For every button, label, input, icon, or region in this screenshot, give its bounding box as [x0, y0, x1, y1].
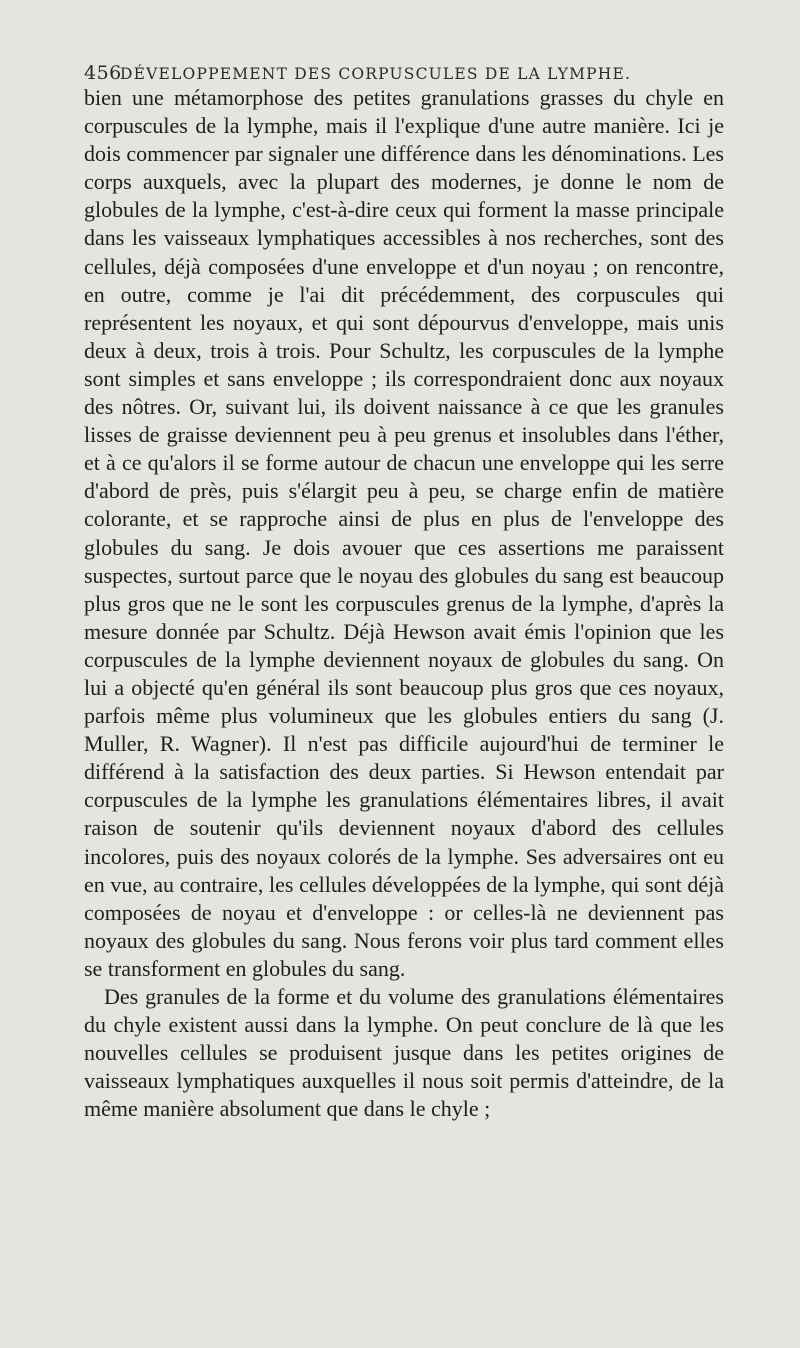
page-number: 456 [84, 62, 122, 84]
running-title: DÉVELOPPEMENT DES CORPUSCULES DE LA LYMPHE. [120, 65, 632, 83]
paragraph: Des granules de la forme et du volume des granulations élémentaires du chyle existent aussi dans la lymphe. On peut conclure de là que les nouvelles cellules se produisent jusque dans les petites origines de vaisseaux lymphatiques auxquelles il nous soit permis d'atteindre, de la même manière absolument que dans le chyle ; [84, 984, 724, 1122]
paragraph: bien une métamorphose des petites granulations grasses du chyle en corpuscules de la lymphe, mais il l'explique d'une autre manière. Ici je dois commencer par signaler une différence dans les dénominations. Les corps auxquels, avec la plupart des modernes, je donne le nom de globules de la lymphe, c'est-à-dire ceux qui forment la masse principale dans les vaisseaux lymphatiques accessibles à nos recherches, sont des cellules, déjà composées d'une enveloppe et d'un noyau ; on rencontre, en outre, comme je l'ai dit précédemment, des corpuscules qui représentent les noyaux, et qui sont dépourvus d'enveloppe, mais unis deux à deux, trois à trois. Pour Schultz, les corpuscules de la lymphe sont simples et sans enveloppe ; ils correspondraient donc aux noyaux des nôtres. Or, suivant lui, ils doivent naissance à ce que les granules lisses de graisse deviennent peu à peu grenus et insolubles dans l'éther, et à ce qu'alors il se forme autour de chacun une enveloppe qui les serre d'abord de près, puis s'élargit peu à peu, se charge enfin de matière colorante, et se rapproche ainsi de plus en plus de l'enveloppe des globules du sang. Je dois avouer que ces assertions me paraissent suspectes, surtout parce que le noyau des globules du sang est beaucoup plus gros que ne le sont les corpuscules grenus de la lymphe, d'après la mesure donnée par Schultz. Déjà Hewson avait émis l'opinion que les corpuscules de la lymphe deviennent noyaux de globules du sang. On lui a objecté qu'en général ils sont beaucoup plus gros que ces noyaux, parfois même plus volumineux que les globules entiers du sang (J. Muller, R. Wagner). Il n'est pas difficile aujourd'hui de terminer le différend à la satisfaction des deux parties. Si Hewson entendait par corpuscules de la lymphe les granulations élémentaires libres, il avait raison de soutenir qu'ils deviennent noyaux d'abord des cellules incolores, puis des noyaux colorés de la lymphe. Ses adversaires ont eu en vue, au contraire, les cellules développées de la lymphe, qui sont déjà composées de noyau et d'enveloppe : or celles-là ne deviennent pas noyaux des globules du sang. Nous ferons voir plus tard comment elles se transforment en globules du sang. [84, 85, 724, 981]
body-text [84, 84, 724, 1123]
